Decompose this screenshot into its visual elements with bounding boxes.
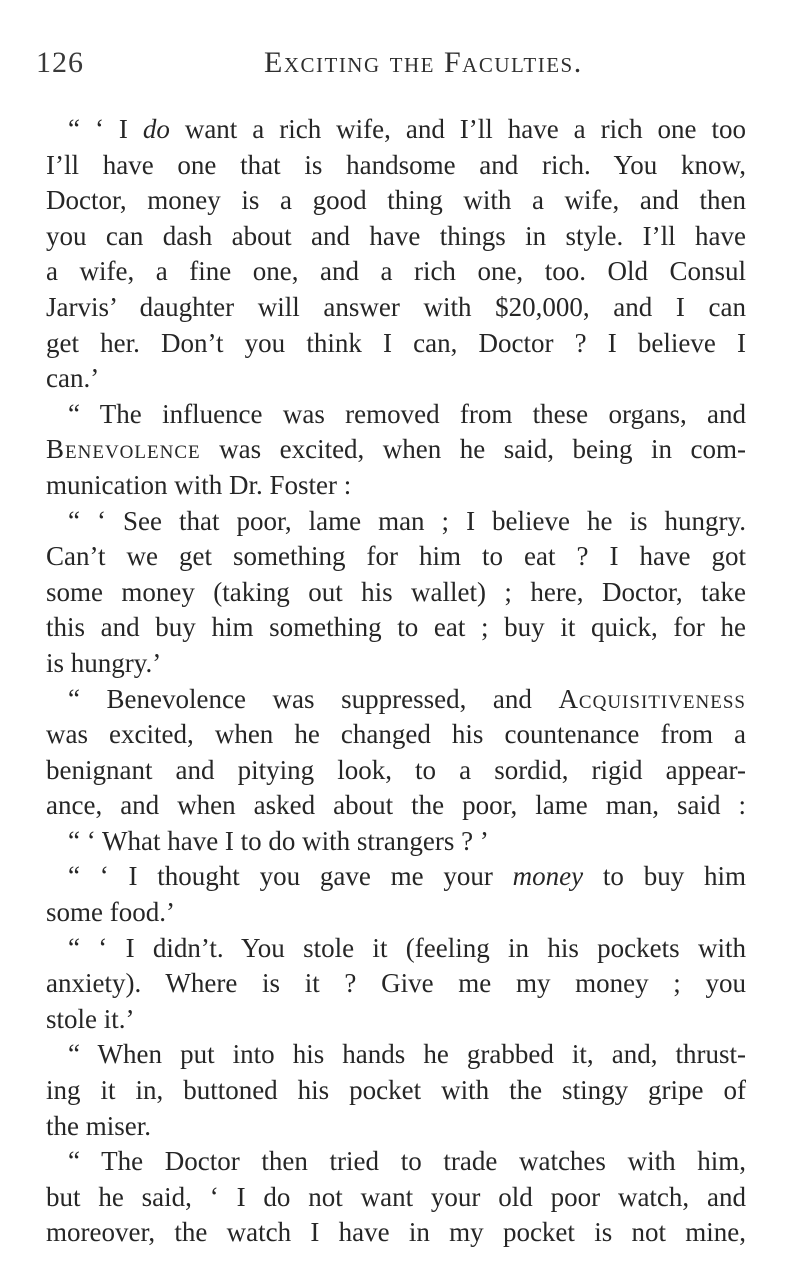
text-line: stole it.’ <box>46 1003 135 1034</box>
text-line: but he said, ‘ I do not want your old poor watch, and <box>46 1181 746 1212</box>
running-head <box>36 46 776 86</box>
page-number: 126 <box>36 46 84 79</box>
text-line: moreover, the watch I have in my pocket is not mine, <box>46 1217 746 1248</box>
text-line: “ ‘ What have I to do with strangers ? ’ <box>68 825 489 856</box>
text-line: “ ‘ I didn’t. You stole it (feeling in his pockets with <box>68 932 746 963</box>
text-line: “ The Doctor then tried to trade watches with him, <box>68 1146 746 1177</box>
text-line: “ ‘ I thought you gave me your money to buy him <box>68 861 746 892</box>
text-line: Benevolence was excited, when he said, being in com- <box>46 434 746 465</box>
text-line: “ ‘ See that poor, lame man ; I believe he is hungry. <box>68 505 746 536</box>
running-title: Exciting the Faculties. <box>264 46 583 79</box>
text-line: a wife, a fine one, and a rich one, too. Old Consul <box>46 256 746 287</box>
text-line: the miser. <box>46 1110 151 1141</box>
text-line: was excited, when he changed his countenance from a <box>46 719 746 750</box>
text-line: you can dash about and have things in style. I’ll have <box>46 220 746 251</box>
body-text <box>46 112 746 1251</box>
italic-emphasis: do <box>142 114 170 144</box>
text-line: is hungry.’ <box>46 647 162 678</box>
text-line: Doctor, money is a good thing with a wife, and then <box>46 185 746 216</box>
text-line: this and buy him something to eat ; buy it quick, for he <box>46 612 746 643</box>
text-line: “ Benevolence was suppressed, and Acquisitiveness <box>68 683 746 714</box>
text-line: some food.’ <box>46 897 175 928</box>
text-line: Can’t we get something for him to eat ? I have got <box>46 541 746 572</box>
text-line: I’ll have one that is handsome and rich. You know, <box>46 149 746 180</box>
small-caps-term: Benevolence <box>46 434 201 465</box>
small-caps-term: Acquisitiveness <box>558 683 746 714</box>
text-line: benignant and pitying look, to a sordid, rigid appear- <box>46 754 746 785</box>
text-line: “ When put into his hands he grabbed it, and, thrust- <box>68 1039 746 1070</box>
text-line: can.’ <box>46 363 100 394</box>
text-line: get her. Don’t you think I can, Doctor ? I believe I <box>46 327 746 358</box>
italic-emphasis: money <box>512 861 584 892</box>
text-line: ance, and when asked about the poor, lame man, said : <box>46 790 746 821</box>
text-line: munication with Dr. Foster : <box>46 469 352 500</box>
text-line: ing it in, buttoned his pocket with the stingy gripe of <box>46 1075 746 1106</box>
text-line: some money (taking out his wallet) ; here, Doctor, take <box>46 576 746 607</box>
text-line: “ The influence was removed from these organs, and <box>68 398 746 429</box>
text-line: Jarvis’ daughter will answer with $20,000, and I can <box>46 291 746 322</box>
text-line: “ ‘ I do want a rich wife, and I’ll have a rich one too <box>68 114 746 144</box>
text-line: anxiety). Where is it ? Give me my money ; you <box>46 968 746 999</box>
